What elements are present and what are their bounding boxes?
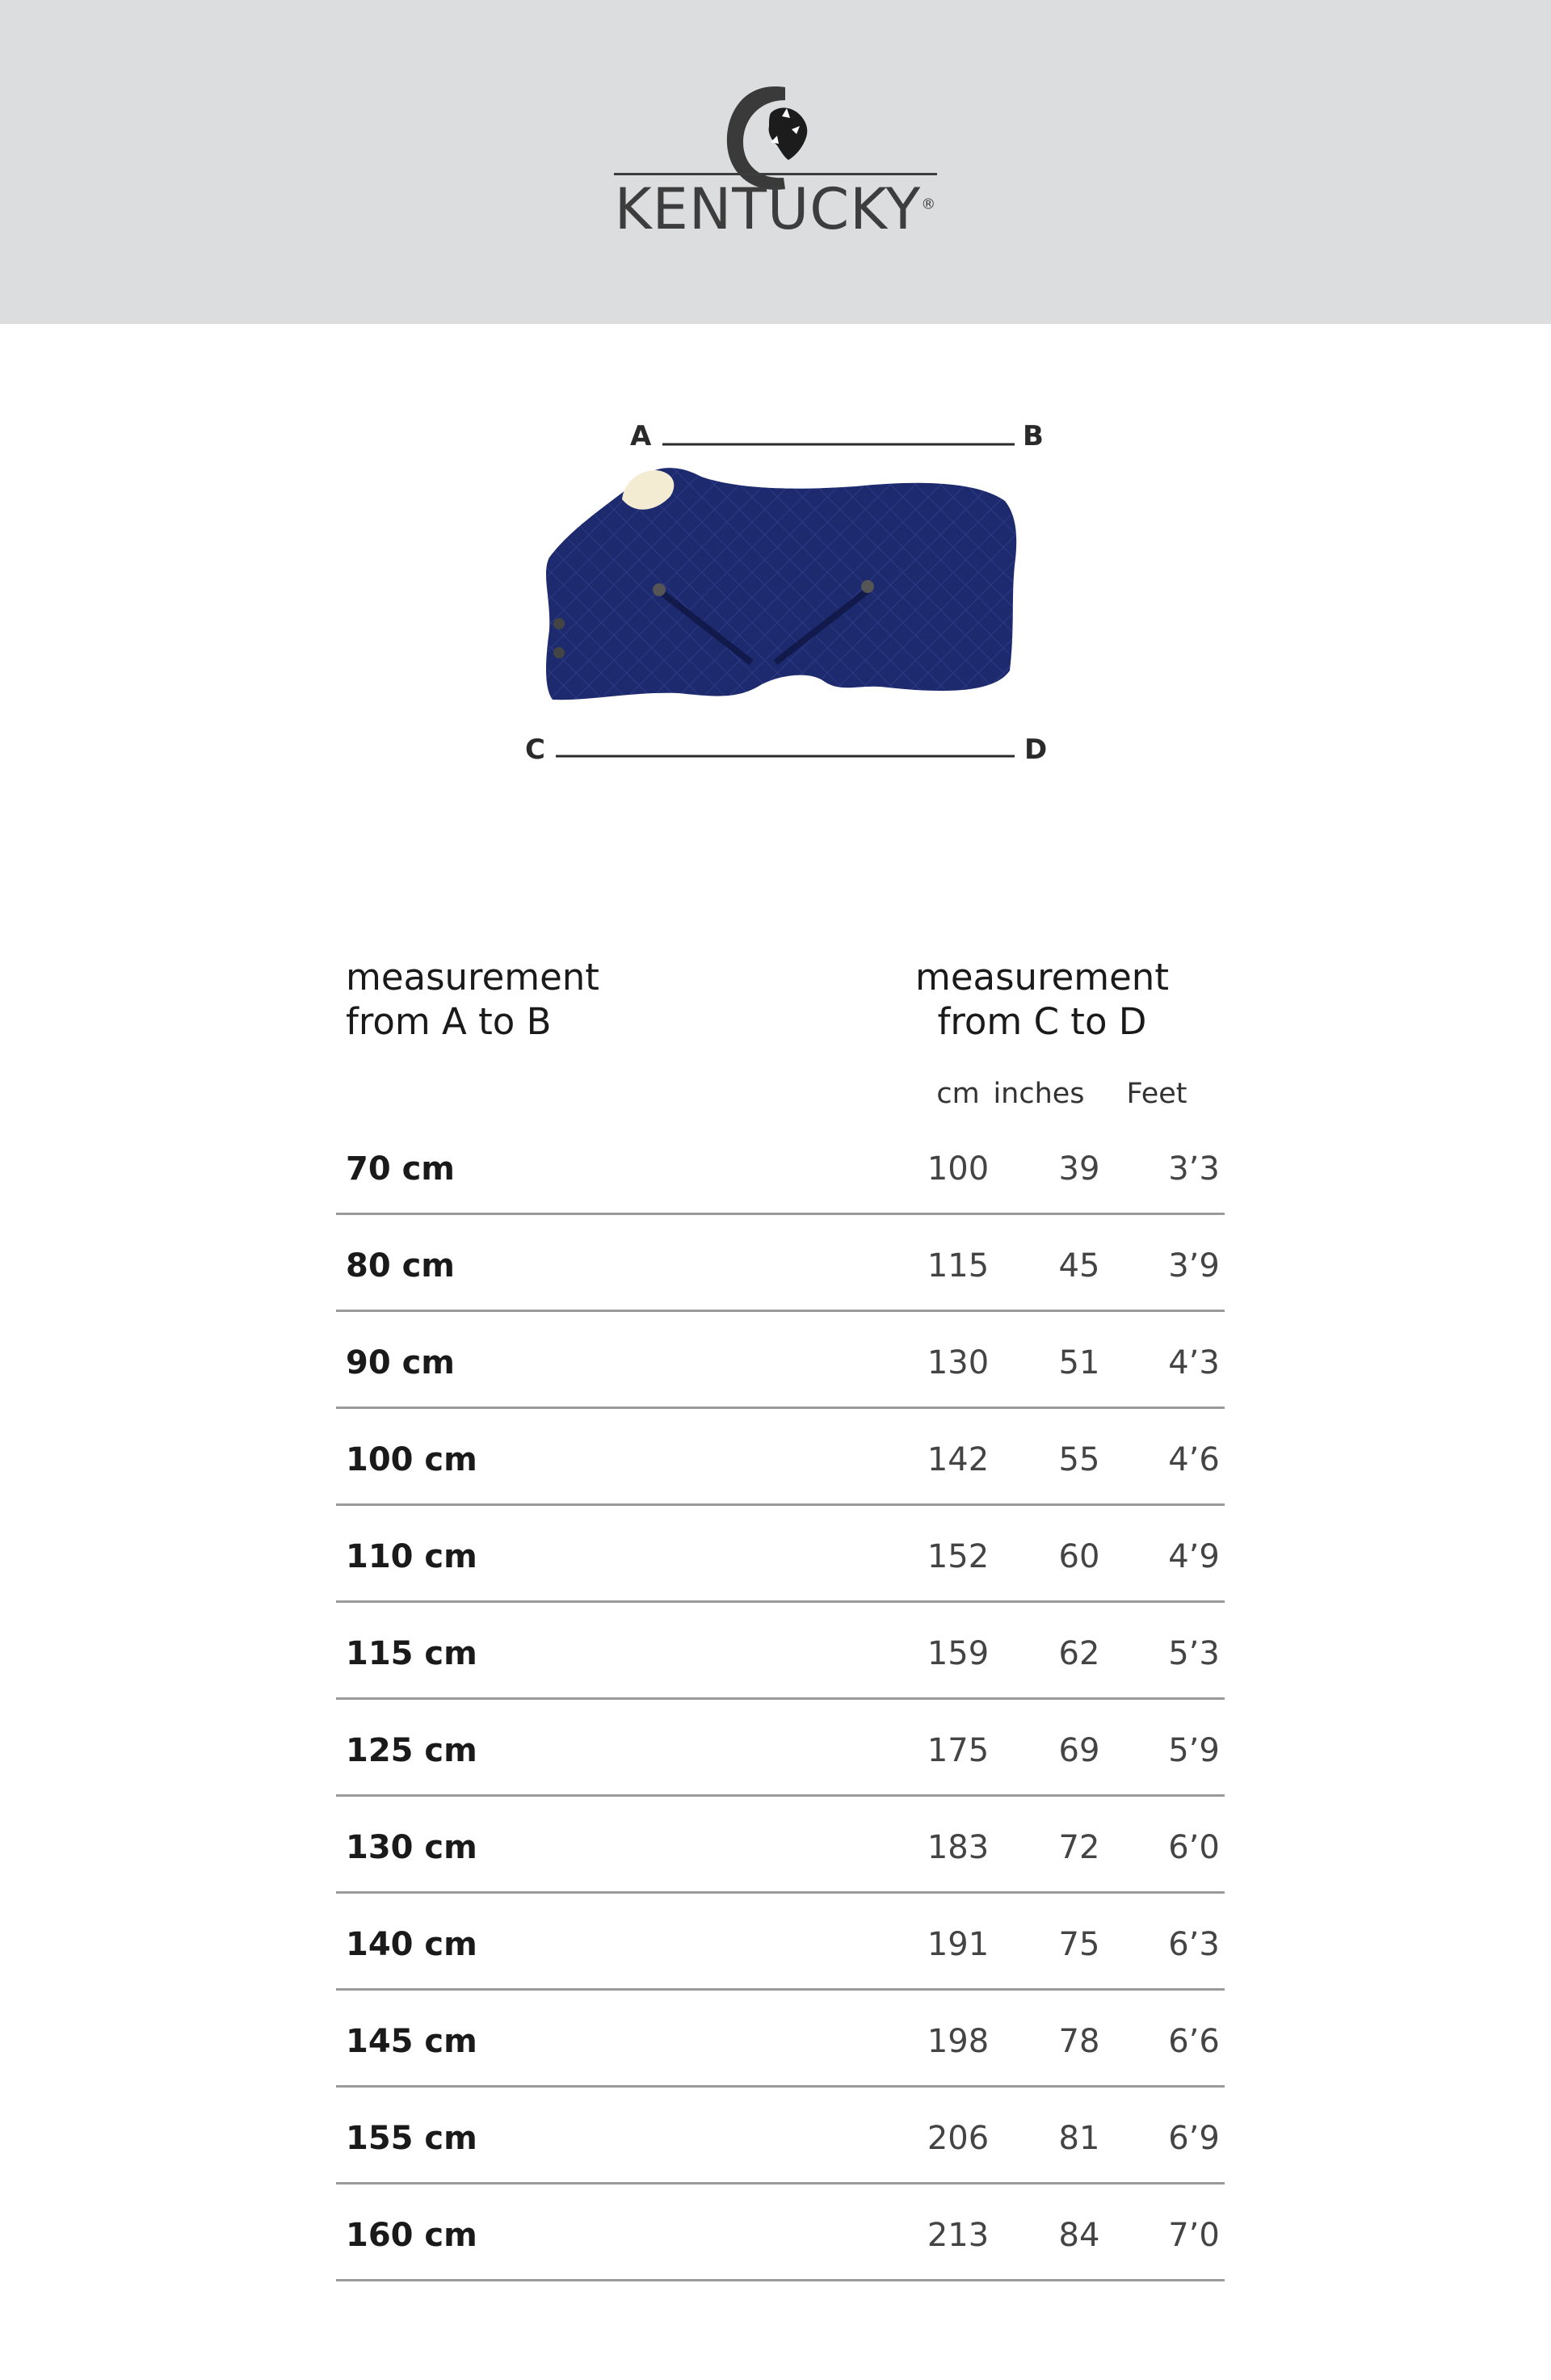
size-cell: 110 cm: [346, 1538, 477, 1575]
table-row: [336, 1409, 1225, 1506]
rug-diagram: [501, 396, 1115, 784]
inches-cell: 55: [1058, 1441, 1100, 1478]
cm-cell: 206: [927, 2120, 990, 2157]
cm-cell: 191: [927, 1926, 990, 1963]
feet-cell: 4’3: [1168, 1344, 1220, 1381]
size-cell: 145 cm: [346, 2023, 477, 2060]
inches-cell: 84: [1058, 2217, 1100, 2254]
feet-cell: 5’9: [1168, 1732, 1220, 1769]
cm-cell: 115: [927, 1247, 990, 1285]
feet-cell: 7’0: [1168, 2217, 1220, 2254]
feet-cell: 6’0: [1168, 1829, 1220, 1866]
brand-wordmark: KENTUCKY®: [614, 176, 937, 242]
inches-cell: 78: [1058, 2023, 1100, 2060]
unit-feet: Feet: [1126, 1078, 1187, 1110]
size-cell: 80 cm: [346, 1247, 455, 1285]
inches-cell: 60: [1058, 1538, 1100, 1575]
size-cell: 155 cm: [346, 2120, 477, 2157]
col-header-cd: measurement from C to D: [915, 956, 1169, 1043]
cm-cell: 159: [927, 1635, 990, 1672]
label-b: B: [1023, 420, 1044, 452]
table-row: [336, 1603, 1225, 1700]
size-cell: 130 cm: [346, 1829, 477, 1866]
table-row: [336, 1700, 1225, 1797]
size-cell: 90 cm: [346, 1344, 455, 1381]
size-cell: 125 cm: [346, 1732, 477, 1769]
label-c: C: [525, 734, 545, 766]
unit-cm: cm: [936, 1078, 980, 1110]
inches-cell: 69: [1058, 1732, 1100, 1769]
feet-cell: 6’3: [1168, 1926, 1220, 1963]
cm-cell: 175: [927, 1732, 990, 1769]
feet-cell: 6’6: [1168, 2023, 1220, 2060]
size-cell: 70 cm: [346, 1150, 455, 1188]
unit-inches: inches: [993, 1078, 1085, 1110]
label-a: A: [630, 420, 652, 452]
table-row: [336, 1312, 1225, 1409]
table-row: [336, 1506, 1225, 1603]
cm-cell: 152: [927, 1538, 990, 1575]
table-row: [336, 1991, 1225, 2088]
table-row: [336, 1118, 1225, 1215]
size-cell: 160 cm: [346, 2217, 477, 2254]
label-d: D: [1024, 734, 1048, 766]
feet-cell: 5’3: [1168, 1635, 1220, 1672]
feet-cell: 3’9: [1168, 1247, 1220, 1285]
cm-cell: 130: [927, 1344, 990, 1381]
table-row: [336, 2088, 1225, 2184]
size-cell: 115 cm: [346, 1635, 477, 1672]
size-table: [336, 1118, 1225, 2281]
cm-cell: 100: [927, 1150, 990, 1188]
header-banner: [0, 0, 1551, 324]
cm-cell: 213: [927, 2217, 990, 2254]
size-cell: 140 cm: [346, 1926, 477, 1963]
cm-cell: 142: [927, 1441, 990, 1478]
feet-cell: 3’3: [1168, 1150, 1220, 1188]
col-header-ab: measurement from A to B: [346, 956, 599, 1043]
cm-cell: 198: [927, 2023, 990, 2060]
table-row: [336, 1894, 1225, 1991]
inches-cell: 72: [1058, 1829, 1100, 1866]
inches-cell: 75: [1058, 1926, 1100, 1963]
feet-cell: 4’9: [1168, 1538, 1220, 1575]
inches-cell: 39: [1058, 1150, 1100, 1188]
cm-cell: 183: [927, 1829, 990, 1866]
feet-cell: 4’6: [1168, 1441, 1220, 1478]
inches-cell: 45: [1058, 1247, 1100, 1285]
table-row: [336, 1797, 1225, 1894]
inches-cell: 81: [1058, 2120, 1100, 2157]
feet-cell: 6’9: [1168, 2120, 1220, 2157]
table-row: [336, 1215, 1225, 1312]
inches-cell: 51: [1058, 1344, 1100, 1381]
table-row: [336, 2184, 1225, 2281]
rug-body: [546, 468, 1016, 700]
size-cell: 100 cm: [346, 1441, 477, 1478]
inches-cell: 62: [1058, 1635, 1100, 1672]
